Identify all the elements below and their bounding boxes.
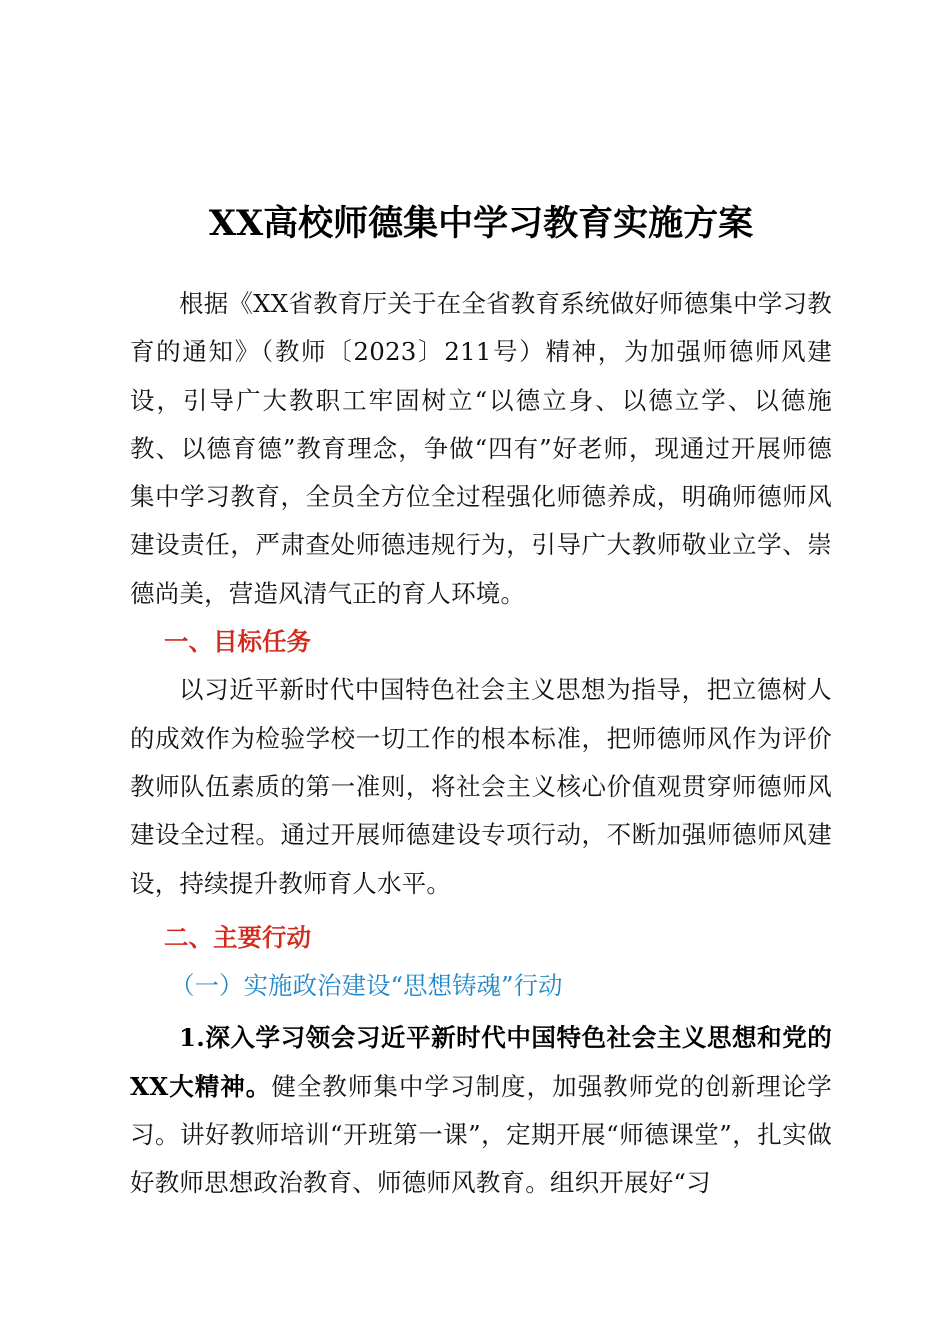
document-title: XX高校师德集中学习教育实施方案 (208, 203, 754, 244)
subsection-heading-political: （一）实施政治建设“思想铸魂”行动 (170, 971, 563, 1001)
section-heading-goals: 一、目标任务 (164, 627, 311, 657)
item-paragraph-1 (130, 1014, 832, 1207)
document-body (130, 198, 832, 1208)
goals-paragraph: 以习近平新时代中国特色社会主义思想为指导，把立德树人的成效作为检验学校一切工作的根本标准，把师德师风作为评价教师队伍素质的第一准则，将社会主义核心价值观贯穿师德师风建设全过程。通过开展师德建设专项行动，不断加强师德师风建设，持续提升教师育人水平。 (130, 675, 832, 898)
intro-paragraph: 根据《XX省教育厅关于在全省教育系统做好师德集中学习教育的通知》（教师〔2023〕211号）精神，为加强师德师风建设，引导广大教职工牢固树立“以德立身、以德立学、以德施教、以德育德”教育理念，争做“四有”好老师，现通过开展师德集中学习教育，全员全方位全过程强化师德养成，明确师德师风建设责任，严肃查处师德违规行为，引导广大教师敬业立学、崇德尚美，营造风清气正的育人环境。 (130, 289, 832, 608)
item-lead-1: 1.深入学习领会习近平新时代中国特色社会主义思想和党的XX大精神。 (130, 1023, 832, 1101)
section-heading-actions: 二、主要行动 (164, 922, 311, 952)
item-body-1: 健全教师集中学习制度，加强教师党的创新理论学习。讲好教师培训“开班第一课”，定期开展“师德课堂”，扎实做好教师思想政治教育、师德师风教育。组织开展好“习 (130, 1071, 833, 1198)
